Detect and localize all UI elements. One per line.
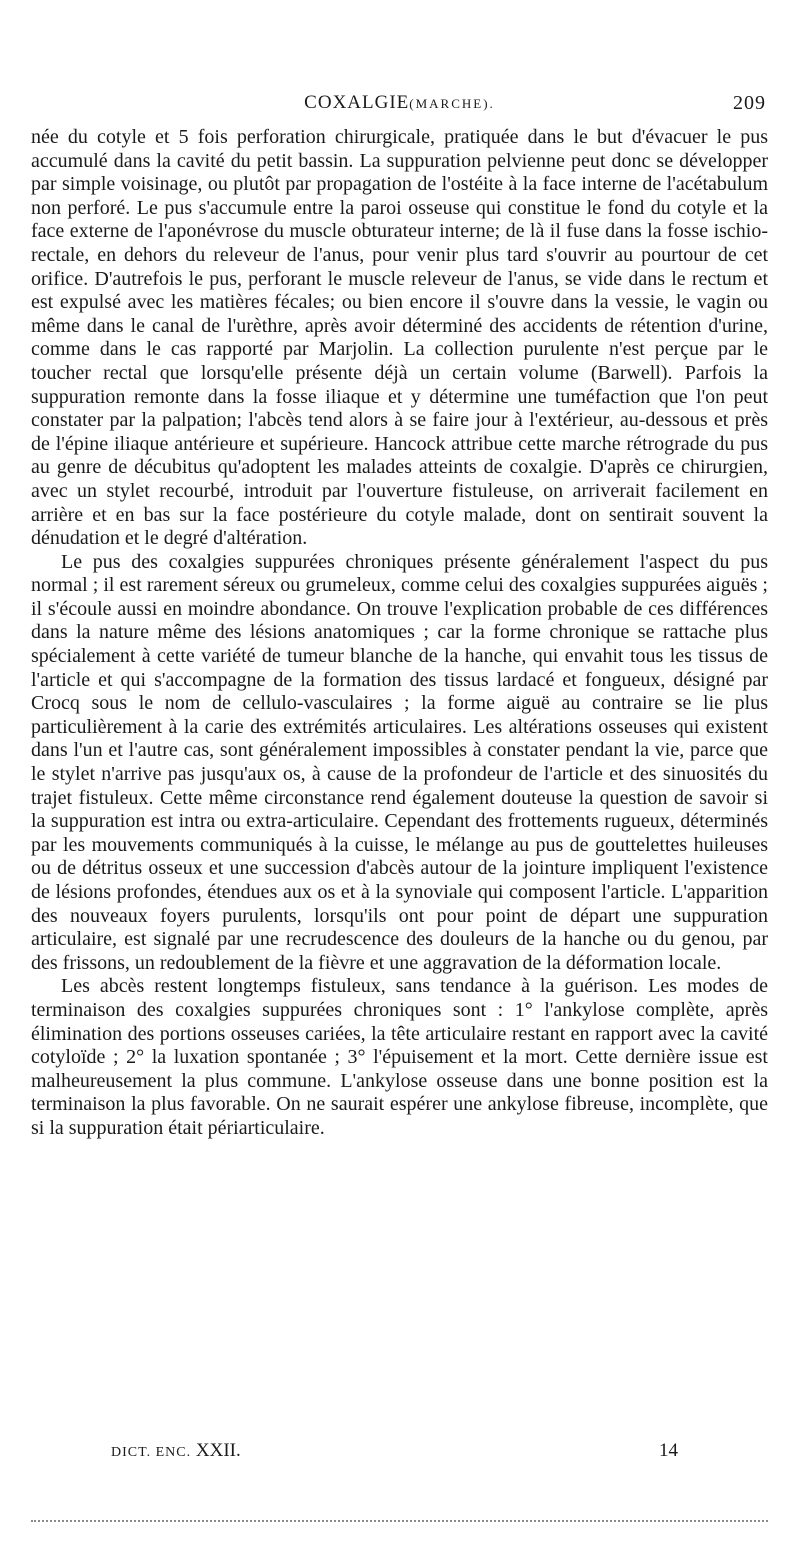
signature-volume: XXII. — [195, 1440, 241, 1461]
paragraph-1: née du cotyle et 5 fois perforation chirurgicale, pratiquée dans le but d'évacuer le pus accumulé dans la cavité du petit bassin. La suppuration pelvienne peut donc se développer par simple voisinage, ou plutôt par propagation de l'ostéite à la face interne de l'acétabulum non perforé. Le pus s'accumule entre la paroi osseuse qui constitue le fond du cotyle et la face externe de l'aponévrose du muscle obturateur interne; de là il fuse dans la fosse ischio-rectale, en dehors du releveur de l'anus, pour venir plus tard s'ouvrir au pourtour de cet orifice. D'autrefois le pus, perforant le muscle releveur de l'anus, se vide dans le rectum et est expulsé avec les matières fécales; ou bien encore il s'ouvre dans la vessie, le vagin ou même dans le canal de l'urèthre, après avoir déterminé des accidents de rétention d'urine, comme dans le cas rapporté par Marjolin. La collection purulente n'est perçue par le toucher rectal que lorsqu'elle présente déjà un certain volume (Barwell). Parfois la suppuration remonte dans la fosse iliaque et y détermine une tuméfaction que l'on peut constater par la palpation; l'abcès tend alors à se faire jour à l'extérieur, au-dessous et près de l'épine iliaque antérieure et supérieure. Hancock attribue cette marche rétrograde du pus au genre de décubitus qu'adoptent les malades atteints de coxalgie. D'après ce chirurgien, avec un stylet recourbé, introduit par l'ouverture fistuleuse, on arriverait facilement en arrière et en bas sur la face postérieure du cotyle malade, dont on sentirait souvent la dénudation et le degré d'altération. — [31, 126, 768, 550]
book-page — [31, 92, 768, 1556]
signature-prefix: DICT. ENC. — [111, 1445, 192, 1460]
running-title — [31, 92, 768, 114]
printer-signature — [111, 1440, 241, 1462]
running-title-sub: (MARCHE). — [409, 96, 495, 111]
page-number: 209 — [733, 92, 766, 114]
paragraph-3: Les abcès restent longtemps fistuleux, sans tendance à la guérison. Les modes de terminaison des coxalgies suppurées chroniques sont : 1° l'ankylose complète, après élimination des portions osseuses cariées, la tête articulaire restant en rapport avec la cavité cotyloïde ; 2° la luxation spontanée ; 3° l'épuisement et la mort. Cette dernière issue est malheureusement la plus commune. L'ankylose osseuse dans une bonne position est la terminaison la plus favorable. On ne saurait espérer une ankylose fibreuse, incomplète, que si la suppuration était périarticulaire. — [31, 975, 768, 1139]
bottom-dotted-rule — [31, 1520, 768, 1522]
paragraph-2: Le pus des coxalgies suppurées chroniques présente généralement l'aspect du pus normal ; il est rarement séreux ou grumeleux, comme celui des coxalgies suppurées aiguës ; il s'écoule aussi en moindre abondance. On trouve l'explication probable de ces différences dans la nature même des lésions anatomiques ; car la forme chronique se rattache plus spécialement à cette variété de tumeur blanche de la hanche, qui envahit tous les tissus de l'article et qui s'accompagne de la formation des tissus lardacé et fongueux, désigné par Crocq sous le nom de cellulo-vasculaires ; la forme aiguë au contraire se lie plus particulièrement à la carie des extrémités articulaires. Les altérations osseuses qui existent dans l'un et l'autre cas, sont généralement impossibles à constater pendant la vie, parce que le stylet n'arrive pas jusqu'aux os, à cause de la profondeur de l'article et des sinuosités du trajet fistuleux. Cette même circonstance rend également douteuse la question de savoir si la suppuration est intra ou extra-articulaire. Cependant des frottements rugueux, déterminés par les mouvements communiqués à la cuisse, le mélange au pus de gouttelettes huileuses ou de détritus osseux et une succession d'abcès autour de la jointure impliquent l'existence de lésions profondes, étendues aux os et à la synoviale qui composent l'article. L'apparition des nouveaux foyers purulents, lorsqu'ils ont pour point de départ une suppuration articulaire, est signalé par une recrudescence des douleurs de la hanche ou du genou, par des frissons, un redoublement de la fièvre et une aggravation de la déformation locale. — [31, 550, 768, 974]
page-footer — [31, 1440, 768, 1466]
sheet-number: 14 — [659, 1440, 678, 1461]
running-title-main: COXALGIE — [304, 92, 410, 113]
body-text — [31, 126, 768, 1141]
running-head — [31, 92, 768, 116]
